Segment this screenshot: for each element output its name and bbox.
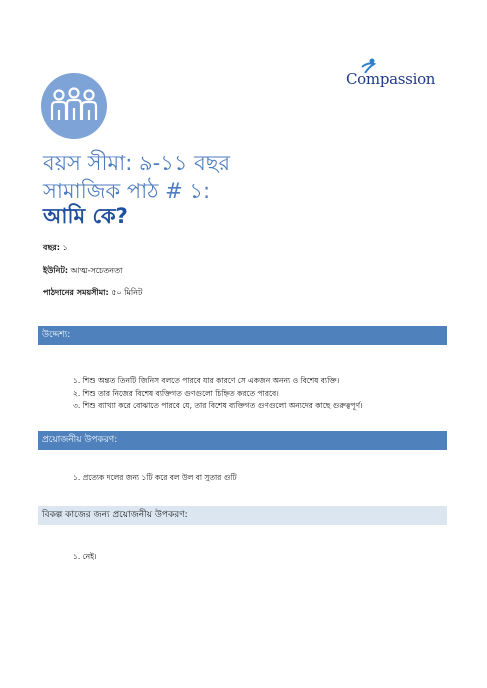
lesson-name-title: আমি কে? [43, 204, 128, 228]
year-line [43, 242, 68, 255]
duration-line [43, 287, 142, 300]
alternative-materials-header: বিকল্প কাজের জন্য প্রয়োজনীয় উপকরণ: [38, 506, 447, 525]
group-of-children-icon [41, 73, 107, 139]
materials-header: প্রয়োজনীয় উপকরণ: [38, 431, 447, 450]
compassion-logo [346, 58, 446, 98]
objective-item: ২. শিশু তার নিজের বিশেষ ব্যক্তিগত গুণগুলো চিহ্নিত করতে পারবে। [73, 389, 279, 398]
unit-value: আত্ম-সচেতনতা [68, 266, 123, 275]
objectives-header: উদ্দেশ্য: [38, 326, 447, 345]
alternative-material-item: ১. নেই। [73, 552, 97, 561]
lesson-number-title: সামাজিক পাঠ # ১: [43, 179, 211, 203]
duration-value: ৫০ মিনিট [108, 288, 143, 297]
objective-item: ১. শিশু অন্তত তিনটি জিনিস বলতে পারবে যার কারণে সে একজন অনন্য ও বিশেষ ব্যক্তি। [73, 376, 340, 385]
material-item: ১. প্রত্যেক দলের জন্য ১টি করে বল উল বা সুতার গুটি [73, 473, 237, 482]
year-label: বছর: [43, 243, 60, 252]
logo-wordmark: Compassion [346, 70, 436, 88]
unit-label: ইউনিট: [43, 266, 69, 275]
unit-line [43, 265, 122, 278]
duration-label: পাঠদানের সময়সীমা: [43, 288, 109, 297]
year-value: ১ [59, 243, 68, 252]
objective-item: ৩. শিশু ব্যাখ্যা করে বোঝাতে পারবে যে, তার বিশেষ ব্যক্তিগত গুণগুলো অন্যদের কাছে গুরুত্বপূর্ণ। [73, 401, 363, 410]
age-range-title: বয়স সীমা: ৯-১১ বছর [43, 151, 231, 175]
